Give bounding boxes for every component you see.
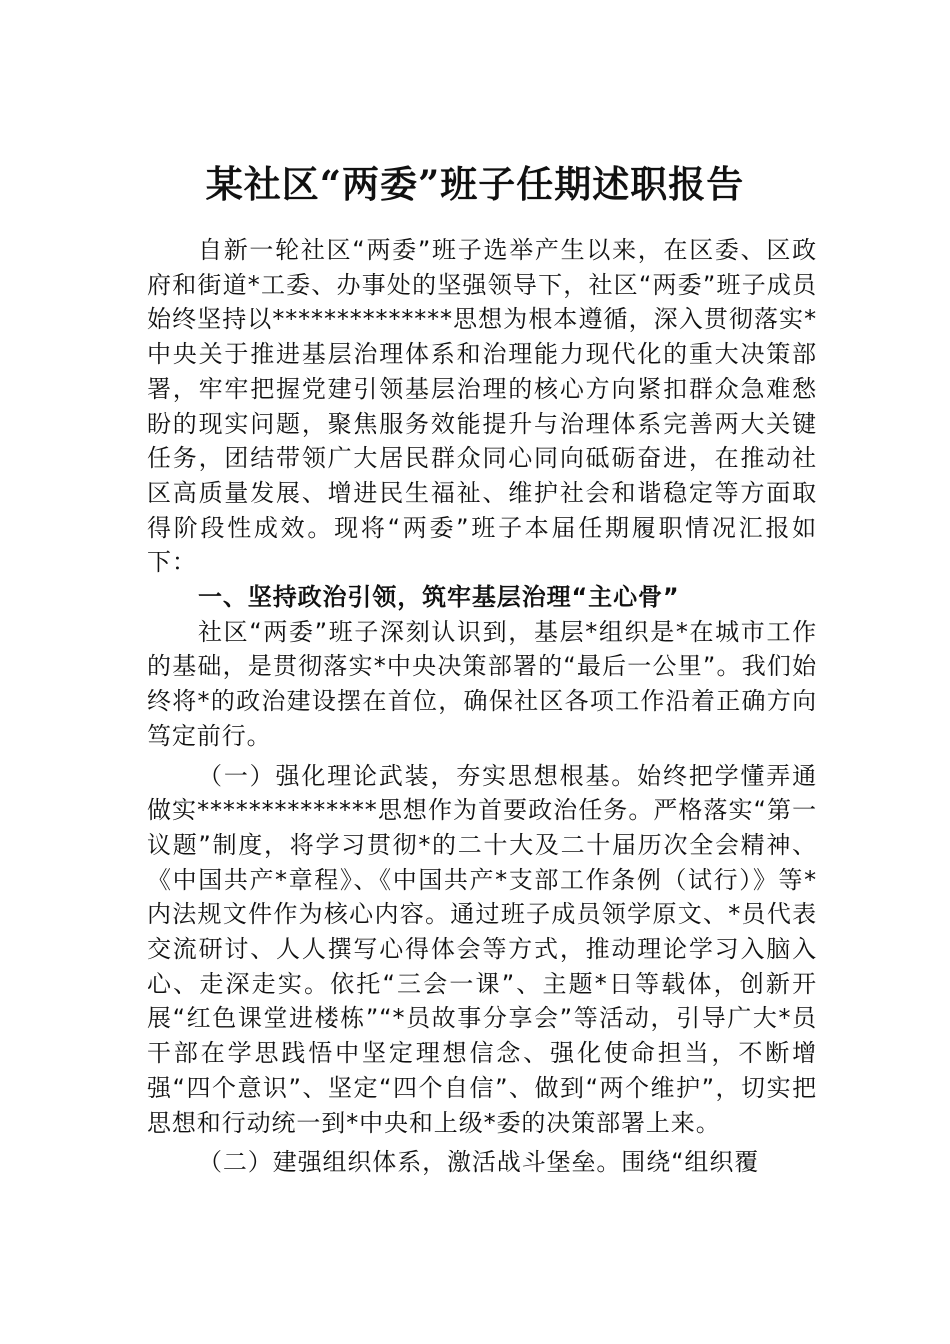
section-heading: 一、坚持政治引领，筑牢基层治理“主心骨”	[198, 583, 680, 612]
item-paragraph: （一）强化理论武装，夯实思想根基。始终把学懂弄通做实**************思想作为首要政治任务。严格落实“第一议题”制度，将学习贯彻*的二十大及二十届历次全会精神、《中国共产*章程》、《中国共产*支部工作条例（试行）》等*内法规文件作为核心内容。通过班子成员领学原文、*员代表交流研讨、人人撰写心得体会等方式，推动理论学习入脑入心、走深走实。依托“三会一课”、主题*日等载体，创新开展“红色课堂进楼栋”“*员故事分享会”等活动，引导广大*员干部在学思践悟中坚定理想信念、强化使命担当，不断增强“四个意识”、坚定“四个自信”、做到“两个维护”，切实把思想和行动统一到*中央和上级*委的决策部署上来。	[147, 761, 817, 1137]
document-title: 某社区“两委”班子任期述职报告	[205, 162, 745, 206]
item-paragraph: （二）建强组织体系，激活战斗堡垒。围绕“组织覆	[198, 1148, 760, 1177]
intro-paragraph: 自新一轮社区“两委”班子选举产生以来，在区委、区政府和街道*工委、办事处的坚强领导下，社区“两委”班子成员始终坚持以**************思想为根本遵循，深入贯彻落实*中央关于推进基层治理体系和治理能力现代化的重大决策部署，牢牢把握党建引领基层治理的核心方向紧扣群众急难愁盼的现实问题，聚焦服务效能提升与治理体系完善两大关键任务，团结带领广大居民群众同心同向砥砺奋进，在推动社区高质量发展、增进民生福祉、维护社会和谐稳定等方面取得阶段性成效。现将“两委”班子本届任期履职情况汇报如下：	[147, 236, 817, 577]
document-body	[147, 233, 817, 1180]
section-paragraph: 社区“两委”班子深刻认识到，基层*组织是*在城市工作的基础，是贯彻落实*中央决策部署的“最后一公里”。我们始终将*的政治建设摆在首位，确保社区各项工作沿着正确方向笃定前行。	[147, 617, 817, 750]
